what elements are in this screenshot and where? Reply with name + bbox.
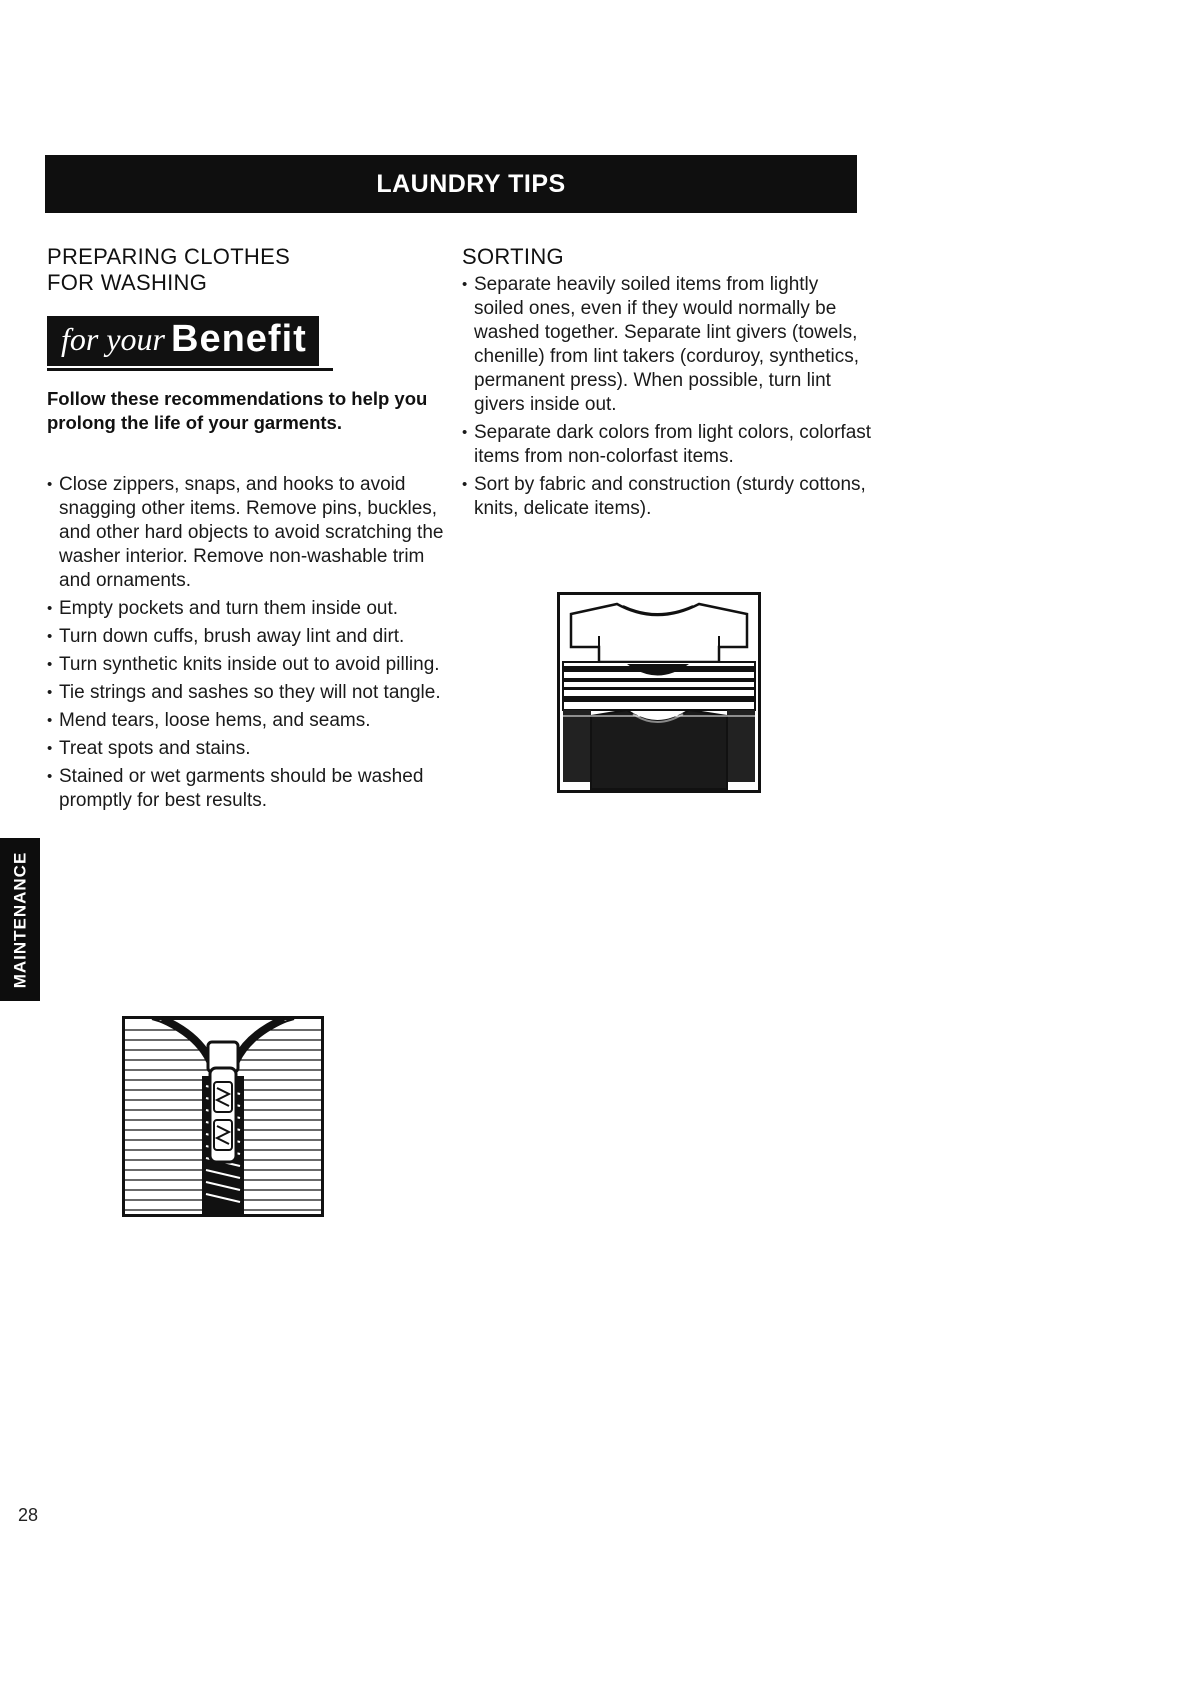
sorting-column bbox=[462, 244, 872, 525]
list-item: • Empty pockets and turn them inside out. bbox=[47, 597, 447, 621]
list-item: • Close zippers, snaps, and hooks to avoid snagging other items. Remove pins, buckles, and other hard objects to avoid scratching the washer interior. Remove non-washable trim and ornaments. bbox=[47, 473, 447, 593]
list-item: • Stained or wet garments should be washed promptly for best results. bbox=[47, 765, 447, 813]
list-item: • Treat spots and stains. bbox=[47, 737, 447, 761]
section-title: LAUNDRY TIPS bbox=[376, 169, 566, 198]
benefit-logo-bold: Benefit bbox=[171, 318, 307, 360]
intro-text: Follow these recommendations to help you prolong the life of your garments. bbox=[47, 388, 428, 433]
list-item: • Turn synthetic knits inside out to avoid pilling. bbox=[47, 653, 447, 677]
zipper-illustration bbox=[122, 1016, 324, 1217]
sorting-bullet-list bbox=[462, 273, 872, 521]
list-item: • Mend tears, loose hems, and seams. bbox=[47, 709, 447, 733]
benefit-logo-rule bbox=[47, 368, 333, 371]
list-item: • Turn down cuffs, brush away lint and dirt. bbox=[47, 625, 447, 649]
page-number: 28 bbox=[18, 1505, 39, 1525]
list-item: • Tie strings and sashes so they will not tangle. bbox=[47, 681, 447, 705]
benefit-logo-script: for your bbox=[61, 321, 165, 357]
heading-line-2: FOR WASHING bbox=[47, 270, 208, 295]
for-your-benefit-logo bbox=[47, 316, 319, 366]
sorting-heading: SORTING bbox=[462, 244, 564, 269]
side-tab-label: MAINTENANCE bbox=[10, 851, 30, 988]
preparing-bullet-list bbox=[47, 473, 447, 813]
preparing-clothes-heading bbox=[47, 244, 447, 296]
preparing-clothes-column bbox=[47, 244, 447, 817]
heading-line-1: PREPARING CLOTHES bbox=[47, 244, 291, 269]
maintenance-side-tab bbox=[0, 838, 40, 1001]
sorted-shirts-illustration bbox=[557, 592, 761, 793]
section-banner bbox=[45, 155, 857, 213]
list-item: • Separate heavily soiled items from lightly soiled ones, even if they would normally be washed together. Separate lint givers (towels, chenille) from lint takers (corduroy, synthetics, permanent press). When possible, turn lint givers inside out. bbox=[462, 273, 872, 417]
list-item: • Separate dark colors from light colors, colorfast items from non-colorfast items. bbox=[462, 421, 872, 469]
list-item: • Sort by fabric and construction (sturdy cottons, knits, delicate items). bbox=[462, 473, 872, 521]
